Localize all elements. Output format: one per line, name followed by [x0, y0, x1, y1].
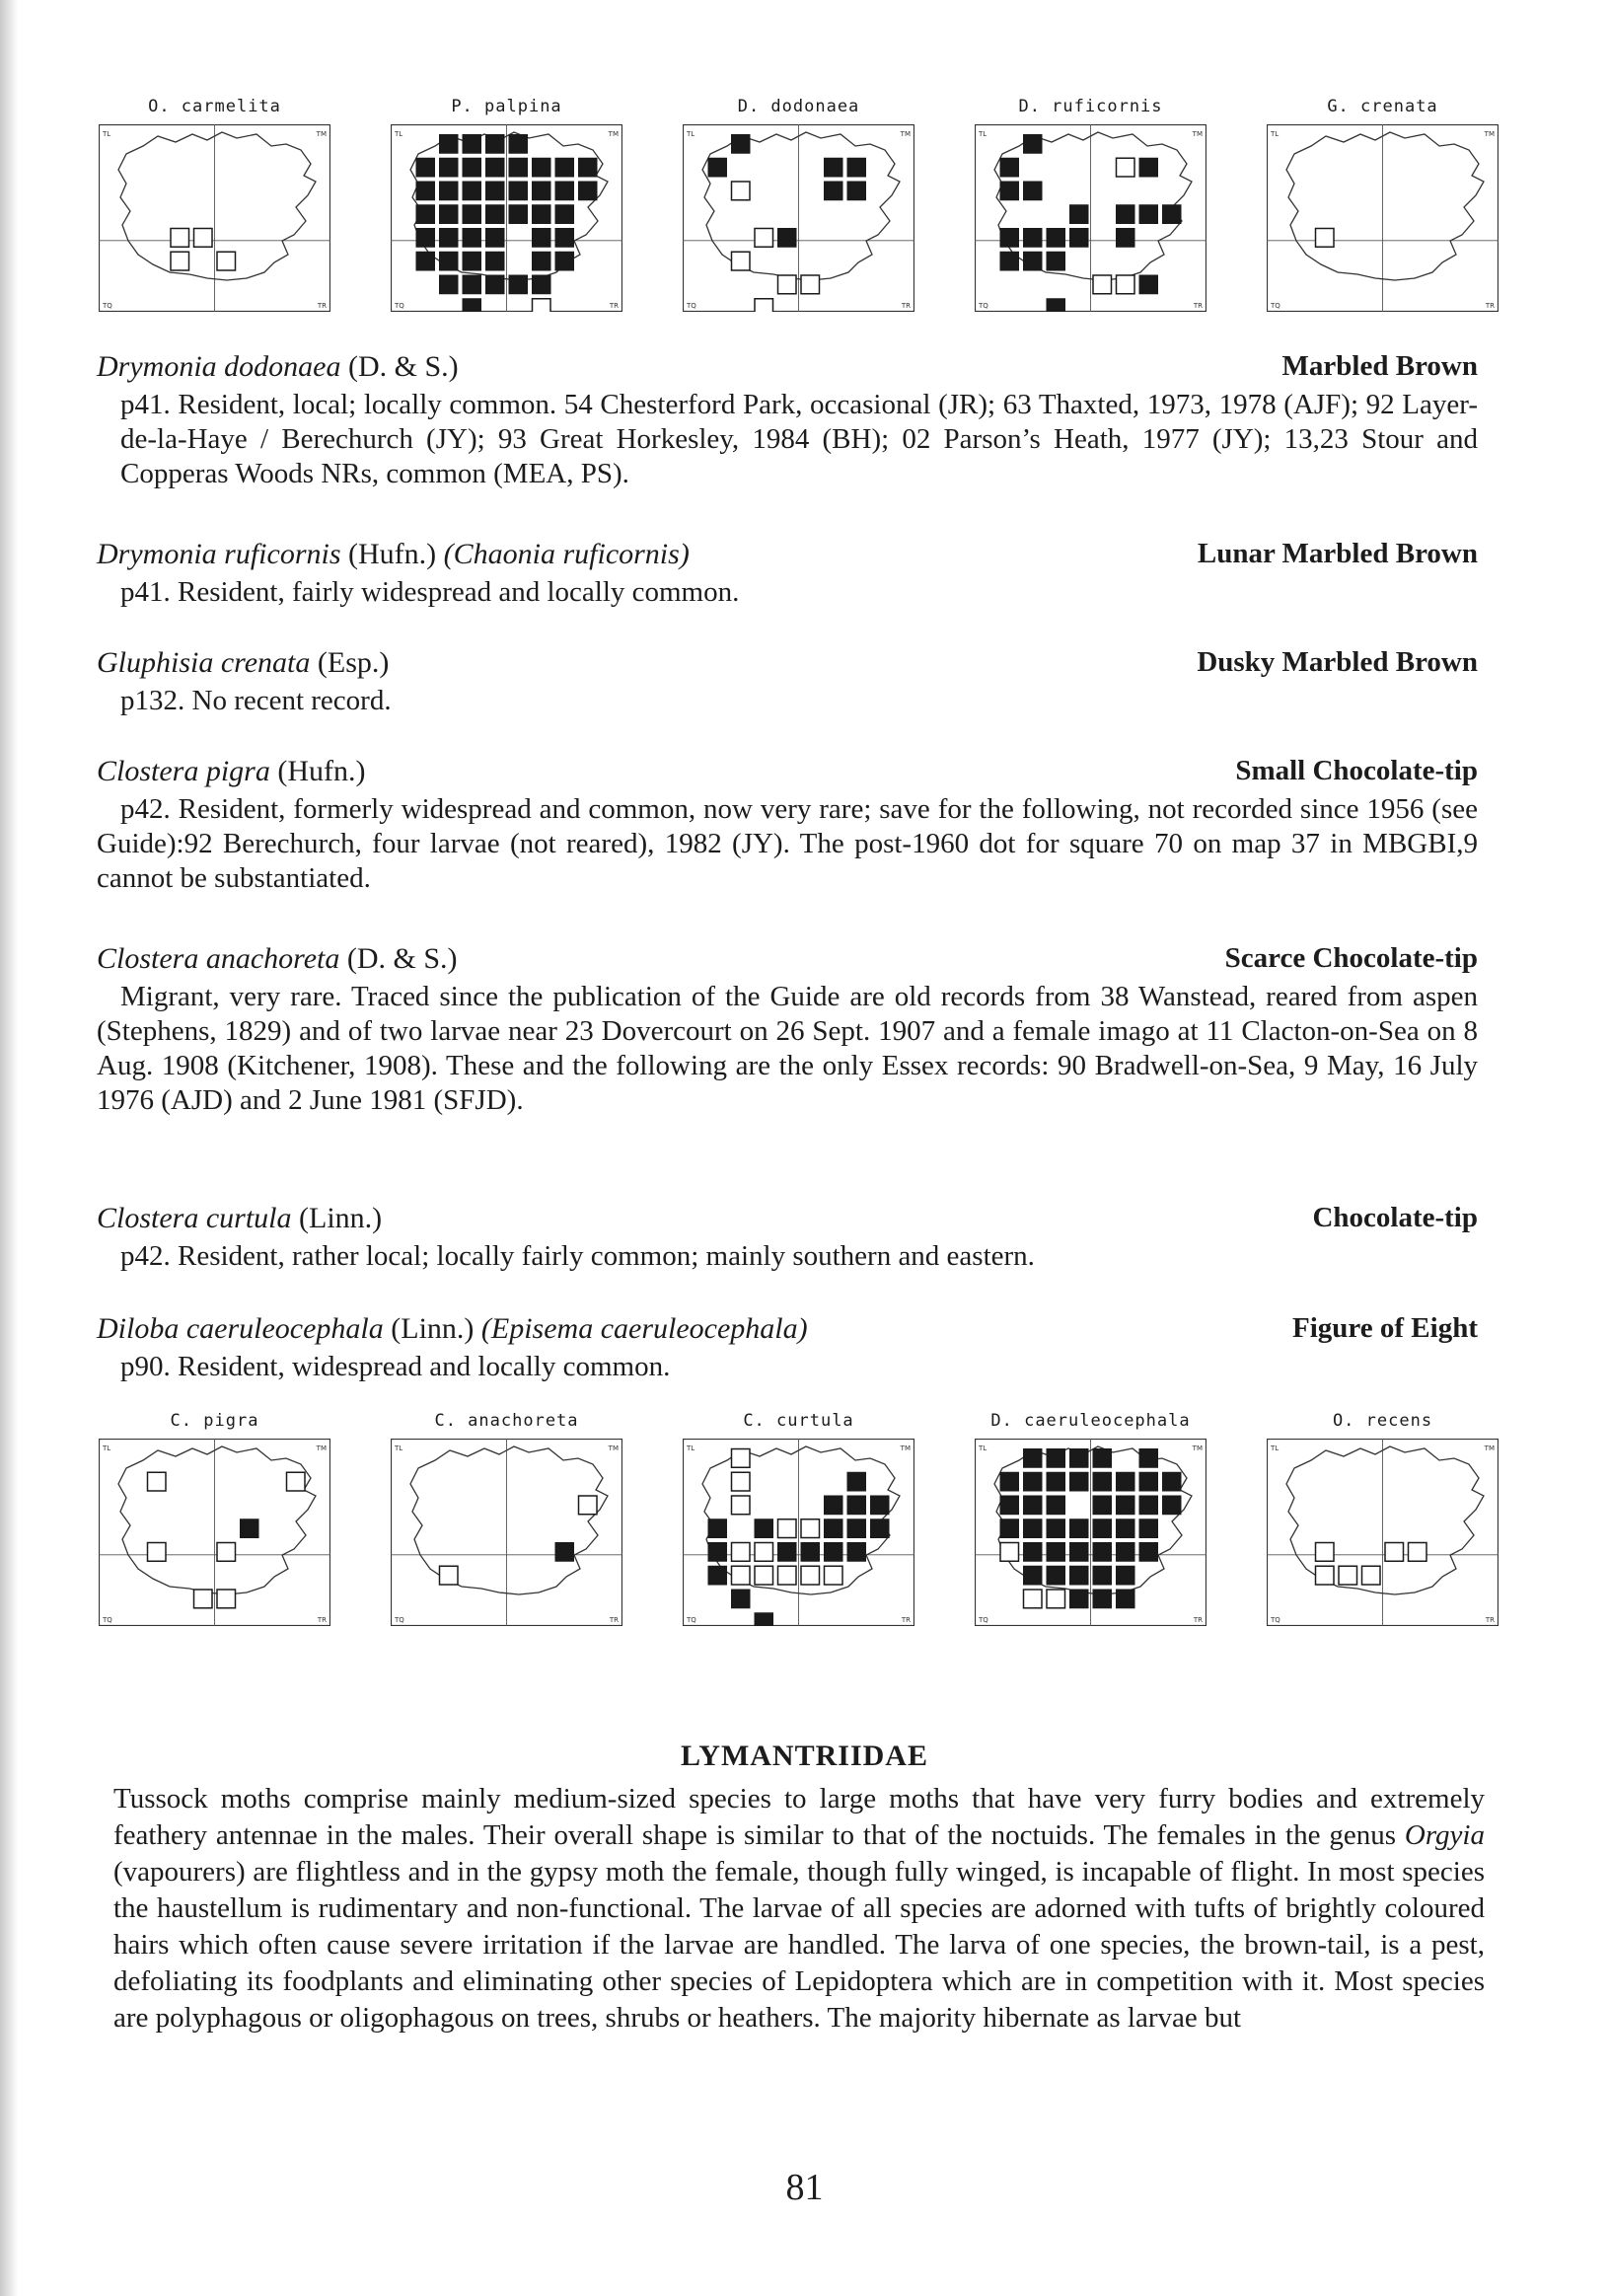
common-name: Dusky Marbled Brown	[1197, 646, 1478, 678]
record-square-solid	[463, 182, 482, 201]
record-square-open	[533, 299, 551, 312]
record-square-solid	[777, 228, 797, 248]
record-square-solid	[847, 1518, 867, 1538]
record-square-open	[1000, 1543, 1019, 1562]
entry-text: p132. No recent record.	[120, 685, 392, 716]
map-caption: C. curtula	[743, 1411, 854, 1431]
record-square-solid	[509, 134, 529, 154]
distribution-map	[678, 97, 919, 324]
grid-corner-label: TL	[687, 130, 695, 138]
record-square-solid	[416, 158, 436, 178]
grid-corner-label: TL	[687, 1444, 695, 1452]
grid-corner-label: TQ	[687, 302, 696, 310]
record-square-solid	[555, 204, 575, 224]
common-name: Chocolate-tip	[1312, 1202, 1478, 1233]
record-square-solid	[555, 252, 575, 271]
record-square-solid	[1000, 1518, 1020, 1538]
grid-corner-label: TM	[1484, 130, 1495, 138]
scientific-name: Clostera curtula	[97, 1202, 292, 1234]
record-square-open	[1316, 1543, 1335, 1562]
map-caption: D. ruficornis	[1018, 97, 1163, 116]
record-square-solid	[439, 275, 459, 295]
entry-text: p41. Resident, fairly widespread and locally common.	[120, 576, 740, 608]
common-name: Marbled Brown	[1281, 350, 1478, 382]
record-square-solid	[416, 228, 436, 248]
record-square-solid	[1000, 158, 1020, 178]
record-square-solid	[509, 204, 529, 224]
record-square-solid	[847, 182, 867, 201]
map-figure	[683, 1439, 914, 1626]
record-square-solid	[1047, 298, 1066, 312]
map-figure	[975, 124, 1207, 312]
record-square-solid	[439, 182, 459, 201]
record-square-solid	[755, 1612, 774, 1626]
distribution-maps-top	[94, 97, 1504, 324]
record-square-open	[217, 1543, 236, 1562]
record-square-solid	[439, 204, 459, 224]
record-square-solid	[416, 182, 436, 201]
grid-corner-label: TQ	[395, 1616, 404, 1624]
record-square-solid	[1116, 1472, 1135, 1492]
map-figure	[1267, 1439, 1499, 1626]
page-number: 81	[785, 2167, 824, 2208]
record-square-solid	[532, 252, 551, 271]
record-square-solid	[1069, 1566, 1089, 1586]
record-square-solid	[1069, 1590, 1089, 1609]
record-square-solid	[1047, 1472, 1066, 1492]
record-square-solid	[485, 204, 505, 224]
record-square-solid	[1069, 228, 1089, 248]
authority: (Linn.)	[291, 1202, 383, 1234]
record-square-solid	[1116, 1590, 1135, 1609]
record-square-solid	[1139, 1448, 1159, 1468]
synonym-name: (Chaonia ruficornis)	[443, 538, 690, 570]
record-square-solid	[1069, 204, 1089, 224]
distribution-map	[386, 97, 627, 324]
record-square-solid	[1000, 1496, 1020, 1516]
record-square-solid	[824, 1518, 843, 1538]
scientific-name: Clostera anachoreta	[97, 942, 340, 975]
record-square-open	[755, 229, 773, 248]
synonym-name: (Episema caeruleocephala)	[480, 1312, 808, 1345]
record-square-solid	[1139, 1518, 1159, 1538]
record-square-open	[755, 299, 773, 312]
map-figure	[683, 124, 914, 312]
record-square-solid	[485, 182, 505, 201]
distribution-map	[94, 97, 335, 324]
species-entry	[97, 646, 1478, 718]
authority: (D. & S.)	[339, 942, 458, 975]
record-square-solid	[240, 1518, 259, 1538]
family-description	[113, 1781, 1485, 2037]
record-square-solid	[463, 298, 482, 312]
record-square-open	[1316, 229, 1335, 248]
record-square-solid	[1139, 1542, 1159, 1562]
record-square-solid	[439, 252, 459, 271]
record-square-solid	[509, 182, 529, 201]
record-square-open	[778, 1519, 797, 1538]
record-square-open	[732, 1449, 751, 1468]
record-square-solid	[1023, 1448, 1043, 1468]
record-square-solid	[1023, 134, 1043, 154]
record-square-solid	[578, 158, 598, 178]
record-square-solid	[708, 158, 728, 178]
record-square-solid	[463, 228, 482, 248]
map-figure	[975, 1439, 1207, 1626]
common-name: Figure of Eight	[1292, 1312, 1478, 1344]
record-square-solid	[439, 158, 459, 178]
grid-corner-label: TM	[1192, 1444, 1203, 1452]
grid-corner-label: TM	[316, 130, 327, 138]
map-caption: D. caeruleocephala	[990, 1411, 1191, 1431]
record-square-solid	[731, 1590, 751, 1609]
record-square-solid	[1093, 1542, 1113, 1562]
grid-corner-label: TL	[979, 130, 987, 138]
record-square-solid	[1069, 1448, 1089, 1468]
grid-corner-label: TM	[608, 130, 619, 138]
record-square-solid	[485, 158, 505, 178]
record-square-open	[440, 1566, 459, 1585]
record-square-solid	[824, 182, 843, 201]
authority: (Esp.)	[310, 646, 390, 679]
grid-corner-label: TR	[317, 302, 327, 310]
record-square-solid	[870, 1496, 890, 1516]
grid-corner-label: TL	[979, 1444, 987, 1452]
record-square-solid	[847, 158, 867, 178]
record-square-solid	[532, 228, 551, 248]
record-square-open	[732, 1566, 751, 1585]
scientific-name: Diloba caeruleocephala	[97, 1312, 384, 1345]
family-text-part-1: Tussock moths comprise mainly medium-sized species to large moths that have very furry bodies and extremely feathery antennae in the males. Their overall shape is similar to that of the noctuids. The females in the genus	[113, 1783, 1485, 1851]
record-square-solid	[485, 275, 505, 295]
record-square-solid	[1093, 1448, 1113, 1468]
grid-corner-label: TM	[316, 1444, 327, 1452]
grid-corner-label: TQ	[979, 1616, 988, 1624]
record-square-solid	[485, 252, 505, 271]
record-square-solid	[463, 158, 482, 178]
record-square-open	[732, 1472, 751, 1491]
record-square-solid	[1000, 1472, 1020, 1492]
map-figure	[99, 124, 330, 312]
record-square-open	[732, 1543, 751, 1562]
record-square-solid	[555, 182, 575, 201]
record-square-solid	[532, 158, 551, 178]
map-caption: O. recens	[1332, 1411, 1433, 1431]
map-figure	[99, 1439, 330, 1626]
record-square-solid	[1139, 275, 1159, 295]
grid-corner-label: TL	[1271, 130, 1280, 138]
record-square-solid	[416, 252, 436, 271]
species-entry	[97, 1312, 1478, 1384]
record-square-open	[732, 1496, 751, 1515]
record-square-solid	[1162, 1472, 1182, 1492]
entry-text: p42. Resident, formerly widespread and common, now very rare; save for the following, not recorded since 1956 (see Guide):92 Berechurch, four larvae (not reared), 1982 (JY). The post-1960 dot for square 70 on map 37 in MBGBI,9 cannot be substantiated.	[97, 793, 1478, 894]
grid-corner-label: TL	[395, 130, 403, 138]
record-square-open	[825, 1566, 843, 1585]
record-square-solid	[1139, 1496, 1159, 1516]
map-figure	[1267, 124, 1499, 312]
record-square-solid	[1069, 1472, 1089, 1492]
record-square-solid	[1000, 228, 1020, 248]
record-square-open	[1385, 1543, 1404, 1562]
authority: (D. & S.)	[340, 350, 459, 383]
record-square-open	[778, 1566, 797, 1585]
record-square-solid	[1116, 1518, 1135, 1538]
record-square-solid	[532, 204, 551, 224]
record-square-solid	[1023, 1472, 1043, 1492]
species-entry	[97, 1202, 1478, 1274]
genus-name: Orgyia	[1404, 1819, 1485, 1851]
record-square-open	[287, 1472, 306, 1491]
record-square-solid	[1093, 1566, 1113, 1586]
record-square-solid	[439, 134, 459, 154]
record-square-solid	[555, 228, 575, 248]
common-name: Lunar Marbled Brown	[1197, 538, 1478, 569]
grid-corner-label: TM	[1484, 1444, 1495, 1452]
grid-corner-label: TL	[103, 130, 111, 138]
record-square-open	[1339, 1566, 1357, 1585]
grid-corner-label: TR	[609, 1616, 619, 1624]
record-square-solid	[463, 204, 482, 224]
record-square-open	[732, 252, 751, 270]
authority: (Hufn.)	[269, 755, 366, 787]
record-square-solid	[509, 275, 529, 295]
record-square-open	[579, 1496, 598, 1515]
record-square-solid	[555, 1542, 575, 1562]
grid-corner-label: TL	[395, 1444, 403, 1452]
record-square-solid	[824, 1496, 843, 1516]
map-caption: D. dodonaea	[737, 97, 860, 116]
record-square-solid	[532, 182, 551, 201]
map-caption: C. pigra	[170, 1411, 259, 1431]
grid-corner-label: TR	[901, 1616, 911, 1624]
grid-corner-label: TR	[317, 1616, 327, 1624]
record-square-open	[801, 275, 820, 294]
record-square-solid	[1069, 1542, 1089, 1562]
record-square-solid	[777, 1542, 797, 1562]
record-square-solid	[1047, 252, 1066, 271]
grid-corner-label: TQ	[395, 302, 404, 310]
distribution-map	[678, 1411, 919, 1638]
record-square-solid	[509, 158, 529, 178]
record-square-open	[1409, 1543, 1427, 1562]
record-square-open	[801, 1519, 820, 1538]
record-square-solid	[1047, 1448, 1066, 1468]
record-square-open	[1316, 1566, 1335, 1585]
record-square-solid	[824, 1542, 843, 1562]
record-square-solid	[1093, 1590, 1113, 1609]
map-figure	[391, 124, 622, 312]
authority: (Linn.)	[383, 1312, 481, 1345]
record-square-solid	[1023, 1496, 1043, 1516]
grid-corner-label: TR	[1485, 1616, 1495, 1624]
record-square-solid	[824, 158, 843, 178]
grid-corner-label: TL	[1271, 1444, 1280, 1452]
record-square-solid	[1093, 1518, 1113, 1538]
authority: (Hufn.)	[340, 538, 444, 570]
record-square-open	[1117, 275, 1135, 294]
record-square-solid	[1047, 1518, 1066, 1538]
record-square-solid	[1047, 1542, 1066, 1562]
distribution-map	[1262, 97, 1503, 324]
record-square-open	[1362, 1566, 1381, 1585]
distribution-map	[94, 1411, 335, 1638]
record-square-solid	[1116, 1566, 1135, 1586]
family-heading: LYMANTRIIDAE	[681, 1740, 928, 1772]
species-entry	[97, 538, 1478, 610]
record-square-solid	[1023, 1566, 1043, 1586]
entry-text: p90. Resident, widespread and locally common.	[120, 1351, 671, 1382]
scientific-name: Clostera pigra	[97, 755, 270, 787]
record-square-open	[1047, 1590, 1065, 1608]
record-square-solid	[1047, 1566, 1066, 1586]
grid-corner-label: TM	[900, 130, 911, 138]
record-square-solid	[463, 252, 482, 271]
record-square-solid	[1047, 1496, 1066, 1516]
common-name: Small Chocolate-tip	[1235, 755, 1478, 786]
scientific-name: Gluphisia crenata	[97, 646, 311, 679]
grid-corner-label: TQ	[979, 302, 988, 310]
record-square-open	[732, 182, 751, 200]
record-square-solid	[1000, 252, 1020, 271]
record-square-open	[1024, 1590, 1043, 1608]
record-square-solid	[1023, 228, 1043, 248]
record-square-solid	[801, 1542, 821, 1562]
record-square-solid	[708, 1542, 728, 1562]
grid-corner-label: TQ	[103, 302, 112, 310]
record-square-solid	[1093, 1496, 1113, 1516]
distribution-maps-bottom	[94, 1411, 1504, 1638]
record-square-solid	[1023, 1518, 1043, 1538]
record-square-solid	[708, 1518, 728, 1538]
record-square-solid	[1000, 182, 1020, 201]
page-edge-shadow	[0, 0, 18, 2296]
grid-corner-label: TM	[900, 1444, 911, 1452]
record-square-open	[801, 1566, 820, 1585]
record-square-solid	[1023, 252, 1043, 271]
record-square-solid	[870, 1518, 890, 1538]
record-square-solid	[532, 275, 551, 295]
record-square-solid	[1116, 204, 1135, 224]
record-square-open	[755, 1566, 773, 1585]
grid-corner-label: TL	[103, 1444, 111, 1452]
species-entry	[97, 755, 1478, 896]
record-square-solid	[1116, 1496, 1135, 1516]
record-square-solid	[1093, 1472, 1113, 1492]
record-square-solid	[463, 275, 482, 295]
record-square-solid	[1023, 1542, 1043, 1562]
common-name: Scarce Chocolate-tip	[1224, 942, 1478, 974]
distribution-map	[386, 1411, 627, 1638]
record-square-open	[1117, 158, 1135, 177]
record-square-solid	[1139, 204, 1159, 224]
record-square-solid	[1069, 1518, 1089, 1538]
record-square-open	[755, 1543, 773, 1562]
grid-corner-label: TQ	[1271, 302, 1280, 310]
record-square-solid	[485, 228, 505, 248]
record-square-solid	[847, 1496, 867, 1516]
record-square-solid	[439, 228, 459, 248]
grid-corner-label: TM	[608, 1444, 619, 1452]
record-square-solid	[1116, 228, 1135, 248]
record-square-solid	[1116, 1542, 1135, 1562]
entry-text: Migrant, very rare. Traced since the publication of the Guide are old records from 38 Wanstead, reared from aspen (Stephens, 1829) and of two larvae near 23 Dovercourt on 26 Sept. 1907 and a female imago at 11 Clacton-on-Sea on 8 Aug. 1908 (Kitchener, 1908). These and the following are the only Essex records: 90 Bradwell-on-Sea, 9 May, 16 July 1976 (AJD) and 2 June 1981 (SFJD).	[97, 981, 1478, 1116]
grid-corner-label: TR	[901, 302, 911, 310]
distribution-map	[1262, 1411, 1503, 1638]
record-square-open	[778, 275, 797, 294]
record-square-solid	[1162, 204, 1182, 224]
record-square-solid	[555, 158, 575, 178]
scientific-name: Drymonia dodonaea	[97, 350, 341, 383]
record-square-solid	[416, 204, 436, 224]
record-square-open	[171, 252, 189, 270]
record-square-solid	[1162, 1496, 1182, 1516]
record-square-solid	[731, 134, 751, 154]
record-square-solid	[847, 1542, 867, 1562]
record-square-solid	[1139, 1472, 1159, 1492]
scientific-name: Drymonia ruficornis	[97, 538, 341, 570]
record-square-solid	[708, 1566, 728, 1586]
grid-corner-label: TR	[1193, 302, 1203, 310]
grid-corner-label: TM	[1192, 130, 1203, 138]
grid-corner-label: TR	[1485, 302, 1495, 310]
map-figure	[391, 1439, 622, 1626]
record-square-open	[217, 252, 236, 270]
grid-corner-label: TR	[1193, 1616, 1203, 1624]
grid-corner-label: TR	[609, 302, 619, 310]
record-square-open	[171, 229, 189, 248]
grid-corner-label: TQ	[687, 1616, 696, 1624]
species-entry	[97, 350, 1478, 491]
map-caption: P. palpina	[451, 97, 562, 116]
record-square-open	[1093, 275, 1112, 294]
record-square-solid	[578, 182, 598, 201]
map-caption: O. carmelita	[148, 97, 281, 116]
record-square-solid	[1023, 182, 1043, 201]
family-text-part-2: (vapourers) are flightless and in the gypsy moth the female, though fully winged, is incapable of flight. In most species the haustellum is rudimentary and non-functional. The larvae of all species are adorned with tufts of brightly coloured hairs which often cause severe irritation if the larvae are handled. The larva of one species, the brown-tail, is a pest, defoliating its foodplants and eliminating other species of Lepidoptera which are in competition with it. Most species are polyphagous or oligophagous on trees, shrubs or heathers. The majority hibernate as larvae but	[113, 1856, 1485, 2034]
entry-text: p42. Resident, rather local; locally fairly common; mainly southern and eastern.	[120, 1240, 1035, 1272]
map-caption: G. crenata	[1327, 97, 1438, 116]
map-caption: C. anachoreta	[434, 1411, 579, 1431]
grid-corner-label: TQ	[103, 1616, 112, 1624]
record-square-solid	[463, 134, 482, 154]
record-square-open	[194, 229, 213, 248]
record-square-open	[217, 1590, 236, 1608]
distribution-map	[970, 1411, 1211, 1638]
species-entry	[97, 942, 1478, 1118]
record-square-open	[148, 1543, 167, 1562]
record-square-open	[148, 1472, 167, 1491]
grid-corner-label: TQ	[1271, 1616, 1280, 1624]
record-square-open	[194, 1590, 213, 1608]
record-square-solid	[1139, 158, 1159, 178]
record-square-solid	[485, 134, 505, 154]
record-square-solid	[755, 1518, 774, 1538]
distribution-map	[970, 97, 1211, 324]
entry-text: p41. Resident, local; locally common. 54 Chesterford Park, occasional (JR); 63 Thaxted, 1973, 1978 (AJF); 92 Layer-de-la-Haye / Berechurch (JY); 93 Great Horkesley, 1984 (BH); 02 Parson’s Heath, 1977 (JY); 13,23 Stour and Copperas Woods NRs, common (MEA, PS).	[120, 389, 1478, 489]
record-square-solid	[1047, 228, 1066, 248]
record-square-solid	[847, 1472, 867, 1492]
